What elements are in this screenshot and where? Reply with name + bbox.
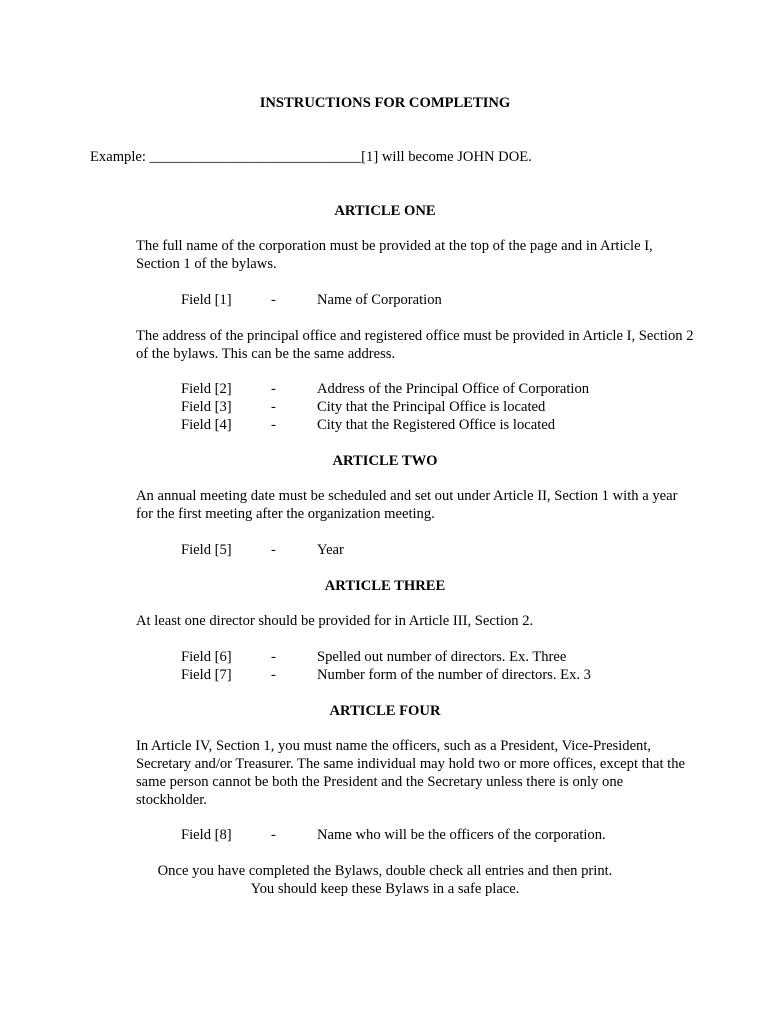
field-description: Address of the Principal Office of Corporation <box>317 381 590 397</box>
field-description: Spelled out number of directors. Ex. Three <box>317 649 567 665</box>
field-description: Name of Corporation <box>317 292 442 308</box>
article-three-heading: ARTICLE THREE <box>324 578 446 594</box>
field-description: City that the Principal Office is located <box>317 399 546 415</box>
field-dash: - <box>271 381 276 397</box>
article-four-heading: ARTICLE FOUR <box>329 703 441 719</box>
field-description: Number form of the number of directors. Ex. 3 <box>317 667 591 683</box>
article-two-paragraph: An annual meeting date must be scheduled and set out under Article II, Section 1 with a year for the first meeting after the organization meeting. <box>136 488 678 522</box>
field-description: City that the Registered Office is located <box>317 417 556 433</box>
article-three-paragraph: At least one director should be provided for in Article III, Section 2. <box>136 613 534 629</box>
field-label: Field [5] <box>181 542 232 558</box>
article-one-heading: ARTICLE ONE <box>334 203 436 219</box>
article-two-heading: ARTICLE TWO <box>332 453 438 469</box>
field-dash: - <box>271 292 276 308</box>
field-label: Field [7] <box>181 667 232 683</box>
field-label: Field [4] <box>181 417 232 433</box>
field-dash: - <box>271 417 276 433</box>
closing-line-2: You should keep these Bylaws in a safe place. <box>250 881 520 897</box>
article-one-paragraph-2: The address of the principal office and registered office must be provided in Article I, Section 2 of the bylaws. This can be the same address. <box>136 328 694 362</box>
field-dash: - <box>271 399 276 415</box>
field-label: Field [8] <box>181 827 232 843</box>
field-dash: - <box>271 667 276 683</box>
field-dash: - <box>271 542 276 558</box>
field-dash: - <box>271 649 276 665</box>
article-one-paragraph-1: The full name of the corporation must be provided at the top of the page and in Article I, Section 1 of the bylaws. <box>136 238 653 272</box>
field-label: Field [2] <box>181 381 232 397</box>
example-line: Example: _____________________________[1] will become JOHN DOE. <box>90 149 532 165</box>
closing-line-1: Once you have completed the Bylaws, double check all entries and then print. <box>157 863 613 879</box>
field-description: Year <box>317 542 344 558</box>
article-four-paragraph: In Article IV, Section 1, you must name the officers, such as a President, Vice-President, Secretary and/or Treasurer. The same individual may hold two or more offices, except that the same person cannot be both the President and the Secretary unless there is only one stockholder. <box>136 738 686 808</box>
field-label: Field [6] <box>181 649 232 665</box>
document-title: INSTRUCTIONS FOR COMPLETING <box>259 95 511 111</box>
field-label: Field [1] <box>181 292 232 308</box>
field-label: Field [3] <box>181 399 232 415</box>
field-dash: - <box>271 827 276 843</box>
field-description: Name who will be the officers of the corporation. <box>317 827 606 843</box>
